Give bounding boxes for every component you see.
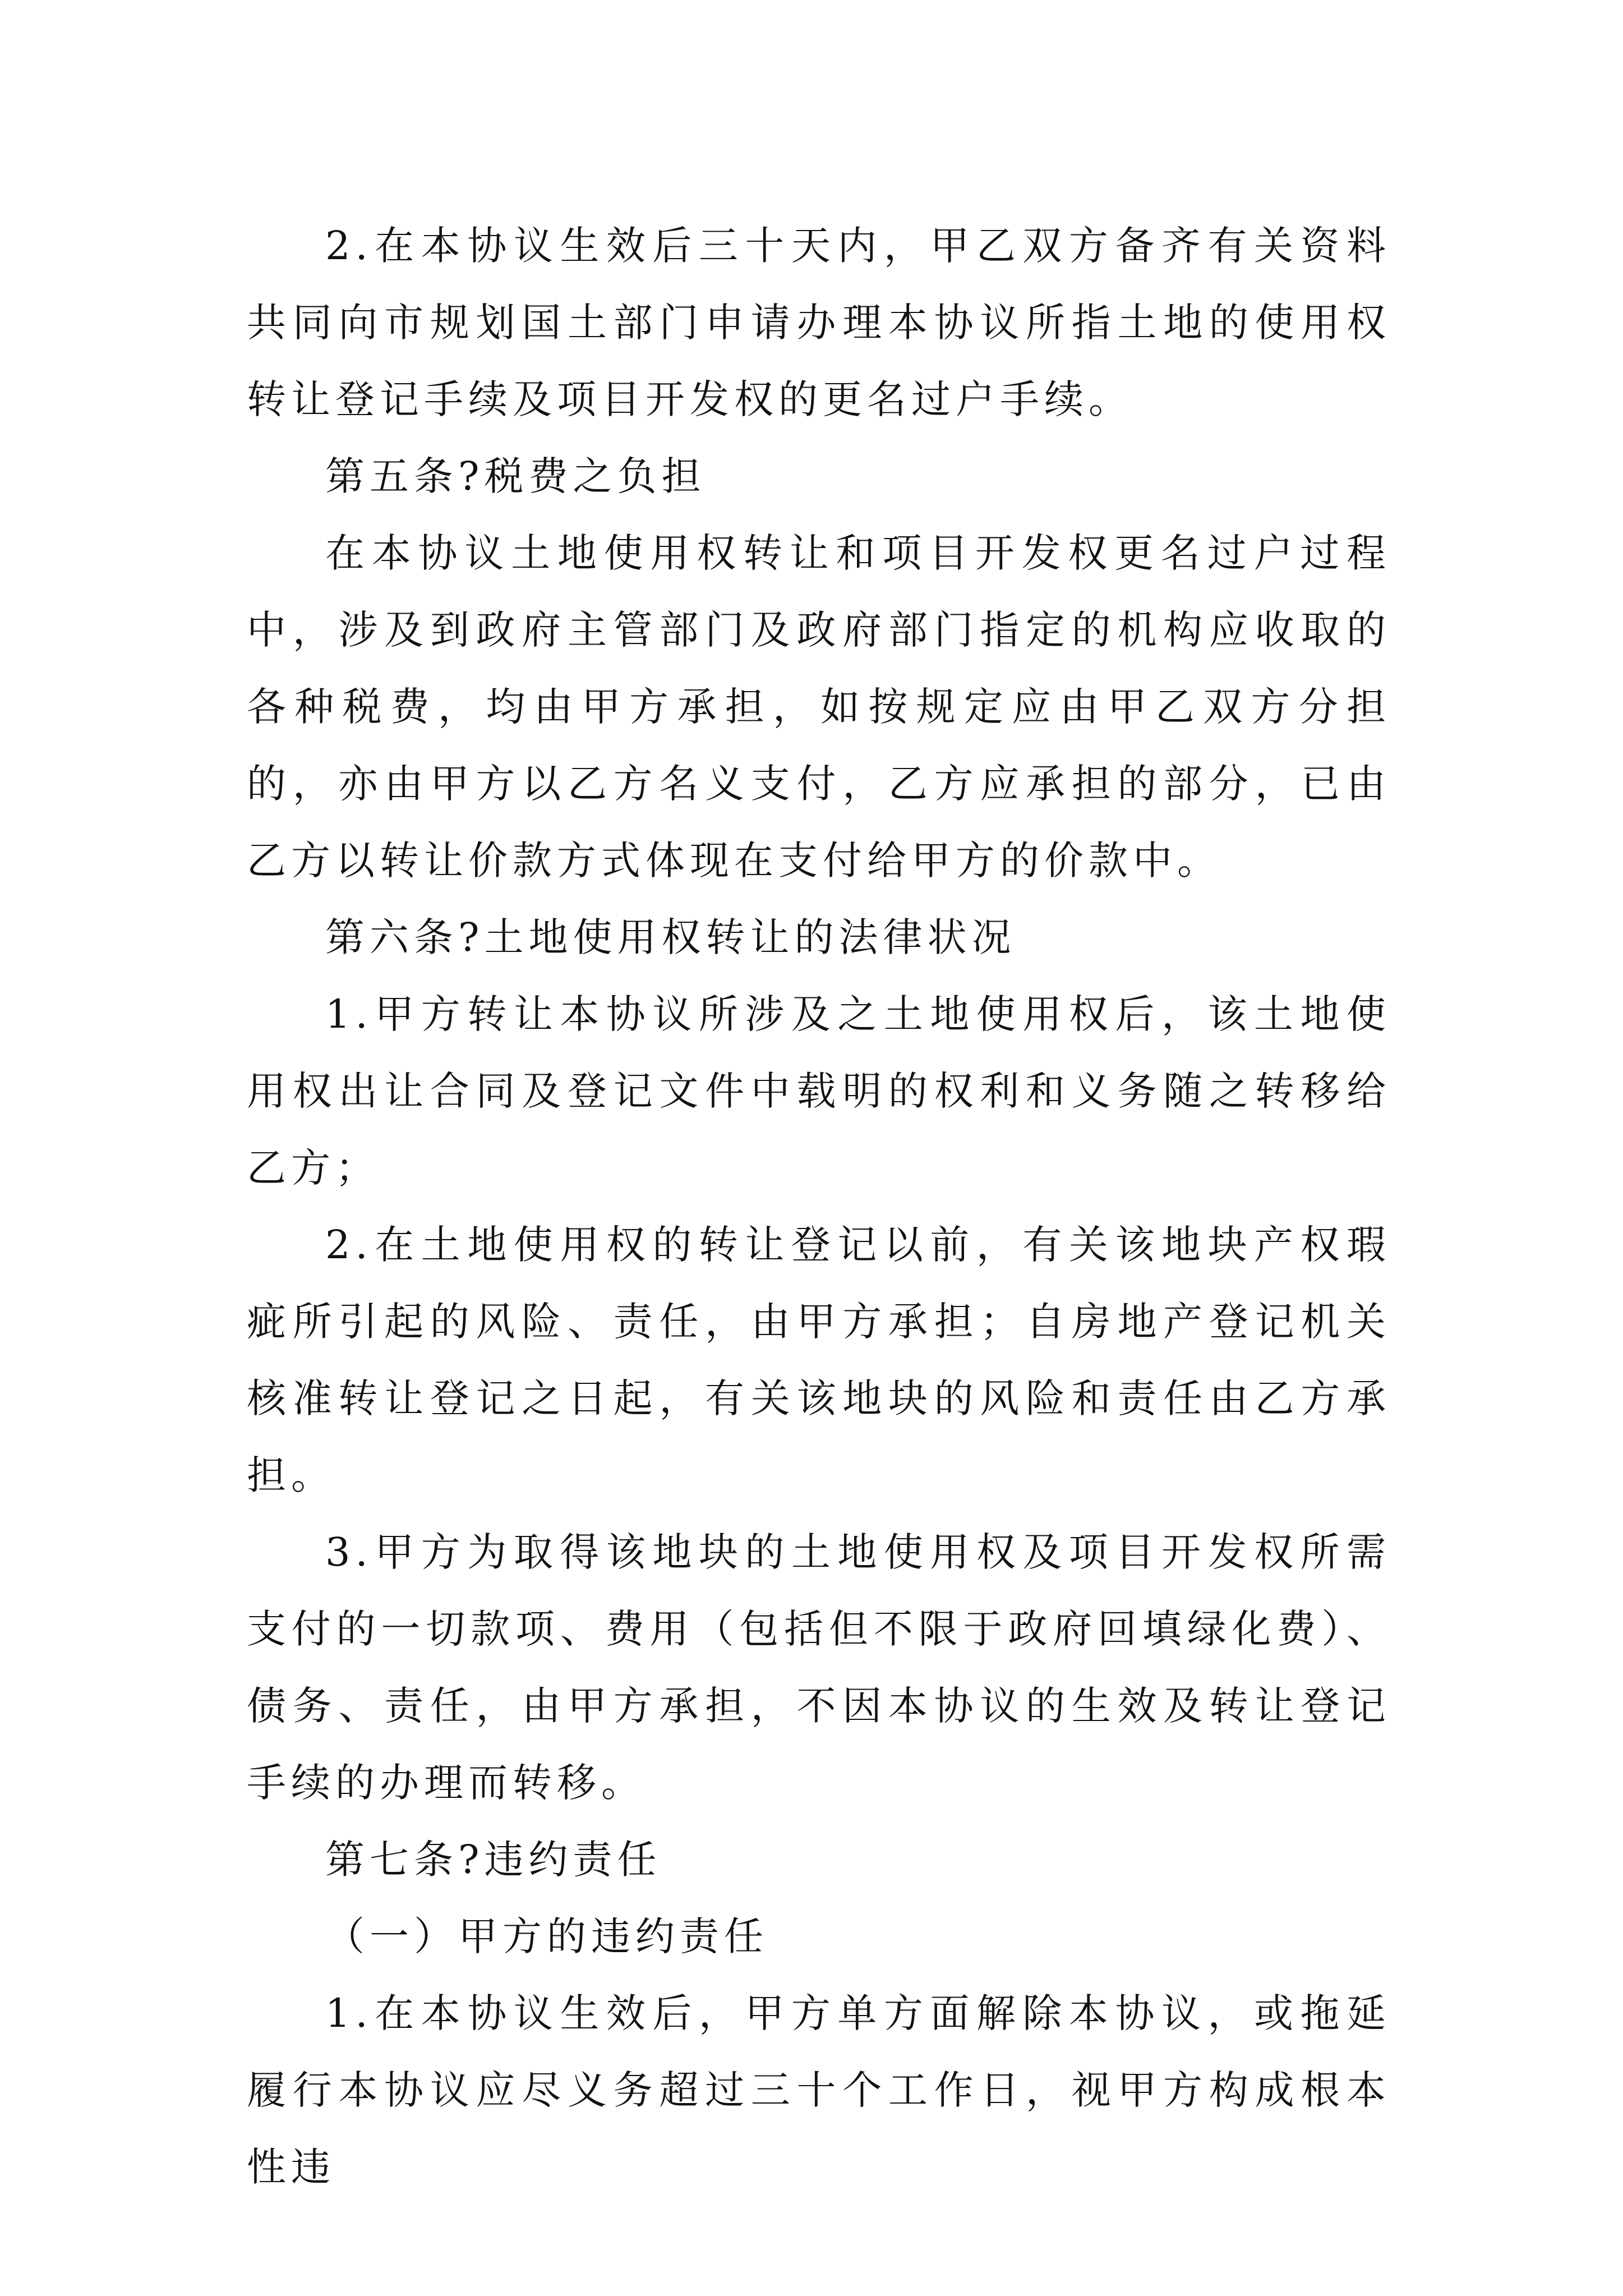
- paragraph-article-6-item-2: 2.在土地使用权的转让登记以前，有关该地块产权瑕疵所引起的风险、责任，由甲方承担；自房地产登记机关核准转让登记之日起，有关该地块的风险和责任由乙方承担。: [247, 1222, 1391, 1498]
- paragraph-clause-4-item-2: 2.在本协议生效后三十天内，甲乙双方备齐有关资料共同向市规划国土部门申请办理本协议所指土地的使用权转让登记手续及项目开发权的更名过户手续。: [247, 223, 1391, 422]
- paragraph-article-5-body: 在本协议土地使用权转让和项目开发权更名过户过程中，涉及到政府主管部门及政府部门指定的机构应收取的各种税费，均由甲方承担，如按规定应由甲乙双方分担的，亦由甲方以乙方名义支付，乙方应承担的部分，已由乙方以转让价款方式体现在支付给甲方的价款中。: [247, 530, 1391, 884]
- subheading-party-a-liability: （一）甲方的违约责任: [325, 1913, 768, 1959]
- paragraph-article-6-item-3: 3.甲方为取得该地块的土地使用权及项目开发权所需支付的一切款项、费用（包括但不限于政府回填绿化费）、债务、责任，由甲方承担，不因本协议的生效及转让登记手续的办理而转移。: [247, 1529, 1391, 1806]
- heading-article-7: 第七条?违约责任: [325, 1837, 662, 1883]
- document-body: [247, 208, 1391, 2206]
- heading-article-5: 第五条?税费之负担: [325, 453, 706, 499]
- paragraph-article-7-item-1: 1.在本协议生效后，甲方单方面解除本协议，或拖延履行本协议应尽义务超过三十个工作日，视甲方构成根本性违: [247, 1990, 1391, 2190]
- heading-article-6: 第六条?土地使用权转让的法律状况: [325, 914, 1016, 960]
- paragraph-article-6-item-1: 1.甲方转让本协议所涉及之土地使用权后，该土地使用权出让合同及登记文件中载明的权利和义务随之转移给乙方；: [247, 991, 1391, 1191]
